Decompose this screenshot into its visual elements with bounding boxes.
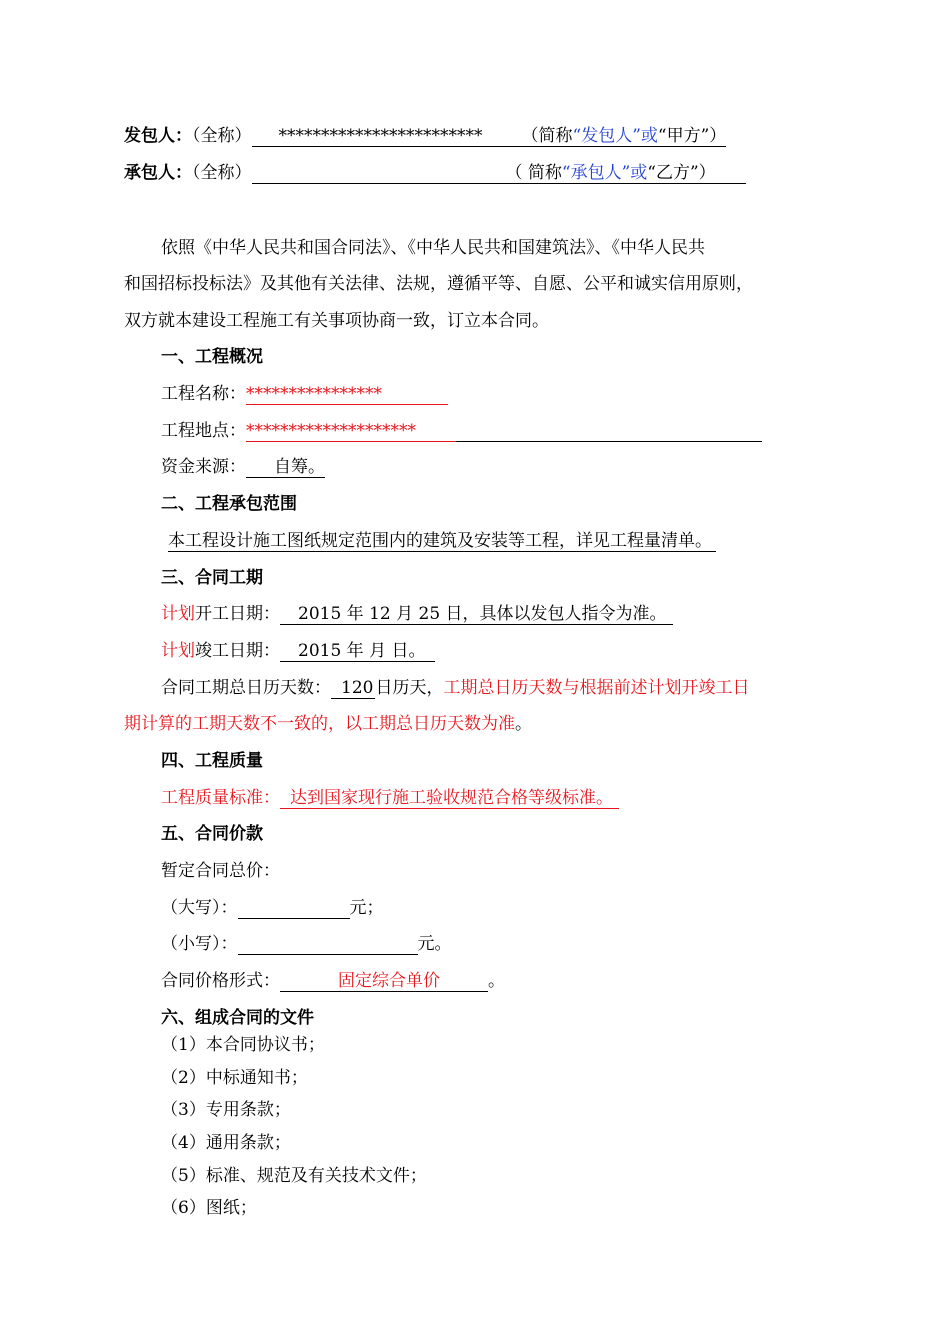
fund-source-value: 自筹。 [246, 457, 325, 478]
price-lower-blank [238, 934, 418, 955]
project-location-value: ******************** [246, 421, 456, 442]
start-date-value: 2015 年 12 月 25 日，具体以发包人指令为准。 [280, 604, 673, 625]
total-days-value: 120 [331, 678, 375, 699]
doc-item-6: （6）图纸； [161, 1198, 257, 1218]
contractor-short-prefix: （ 简称 [505, 163, 562, 183]
end-date-line [161, 640, 435, 662]
intro-line-1: 依照《中华人民共和国合同法》、《中华人民共和国建筑法》、《中华人民共 [161, 238, 705, 258]
employer-fullname-label: （全称） [192, 126, 252, 146]
fund-source-line [161, 456, 325, 478]
price-upper-blank [238, 898, 350, 919]
price-form-end: 。 [488, 971, 505, 991]
start-date-line [161, 603, 673, 625]
price-form-line [161, 970, 505, 992]
start-plan-word: 计划 [161, 604, 195, 624]
quality-value: 达到国家现行施工验收规范合格等级标准。 [280, 788, 619, 809]
quality-line [161, 787, 619, 809]
price-lower-line [161, 933, 452, 955]
end-plan-word: 计划 [161, 641, 195, 661]
end-date-value: 2015 年 月 日。 [280, 641, 435, 662]
duration-note-1: 工期总日历天数与根据前述计划开竣工日 [443, 678, 750, 698]
sec2-title: 二、工程承包范围 [161, 494, 297, 514]
doc-item-1: （1）本合同协议书； [161, 1035, 325, 1055]
total-days-unit: 日历天， [375, 678, 444, 698]
contractor-short-a: “承包人”或 [561, 163, 648, 183]
scope-line [168, 530, 716, 552]
employer-short-group [510, 126, 727, 147]
project-name-label: 工程名称： [161, 384, 246, 404]
price-upper-label: （大写）： [161, 898, 238, 918]
sec5-title: 五、合同价款 [161, 824, 263, 844]
employer-short-a: “发包人”或 [572, 126, 658, 146]
duration-note-2: 期计算的工期天数不一致的，以工期总日历天数为准 [124, 714, 515, 734]
fund-source-label: 资金来源： [161, 457, 246, 477]
contractor-fullname-label: （全称） [192, 163, 252, 183]
quality-label: 工程质量标准： [161, 788, 280, 808]
price-upper-line [161, 897, 384, 919]
project-name-line [161, 383, 448, 405]
employer-short-prefix: （简称 [521, 126, 573, 146]
total-days-label: 合同工期总日历天数： [161, 678, 331, 698]
duration-note-line-2 [124, 713, 532, 735]
doc-item-2: （2）中标通知书； [161, 1068, 308, 1088]
start-date-label: 开工日期： [195, 604, 280, 624]
doc-item-5: （5）标准、规范及有关技术文件； [161, 1166, 427, 1186]
sec6-title: 六、组成合同的文件 [161, 1008, 314, 1028]
doc-item-4: （4）通用条款； [161, 1133, 291, 1153]
price-form-value: 固定综合单价 [338, 971, 440, 991]
project-location-line [161, 420, 762, 442]
tentative-total-label: 暂定合同总价： [161, 861, 280, 881]
price-form-label: 合同价格形式： [161, 971, 280, 991]
price-lower-label: （小写）： [161, 934, 238, 954]
intro-line-3: 双方就本建设工程施工有关事项协商一致，订立本合同。 [124, 311, 549, 331]
sec3-title: 三、合同工期 [161, 568, 263, 588]
contractor-label: 承包人： [124, 163, 192, 183]
contractor-line [124, 162, 746, 184]
project-location-label: 工程地点： [161, 421, 246, 441]
duration-note-end: 。 [515, 714, 532, 734]
price-form-group [280, 971, 488, 992]
contractor-name-blank [252, 163, 504, 184]
sec1-title: 一、工程概况 [161, 347, 263, 367]
end-date-label: 竣工日期： [195, 641, 280, 661]
employer-line [124, 125, 726, 147]
employer-name: ************************ [252, 126, 510, 147]
contractor-short-b: “乙方”） [647, 163, 716, 183]
contractor-short-group [504, 163, 746, 184]
project-name-value: **************** [246, 384, 448, 405]
price-upper-unit: 元； [349, 898, 384, 918]
doc-item-3: （3）专用条款； [161, 1100, 291, 1120]
sec4-title: 四、工程质量 [161, 751, 263, 771]
price-lower-unit: 元。 [417, 934, 452, 954]
employer-short-b: “甲方”） [657, 126, 727, 146]
scope-text: 本工程设计施工图纸规定范围内的建筑及安装等工程，详见工程量清单。 [168, 531, 716, 552]
employer-label: 发包人： [124, 126, 192, 146]
project-location-blank [456, 421, 762, 442]
intro-line-2: 和国招标投标法》及其他有关法律、法规，遵循平等、自愿、公平和诚实信用原则， [124, 274, 753, 294]
total-days-line [161, 677, 749, 699]
